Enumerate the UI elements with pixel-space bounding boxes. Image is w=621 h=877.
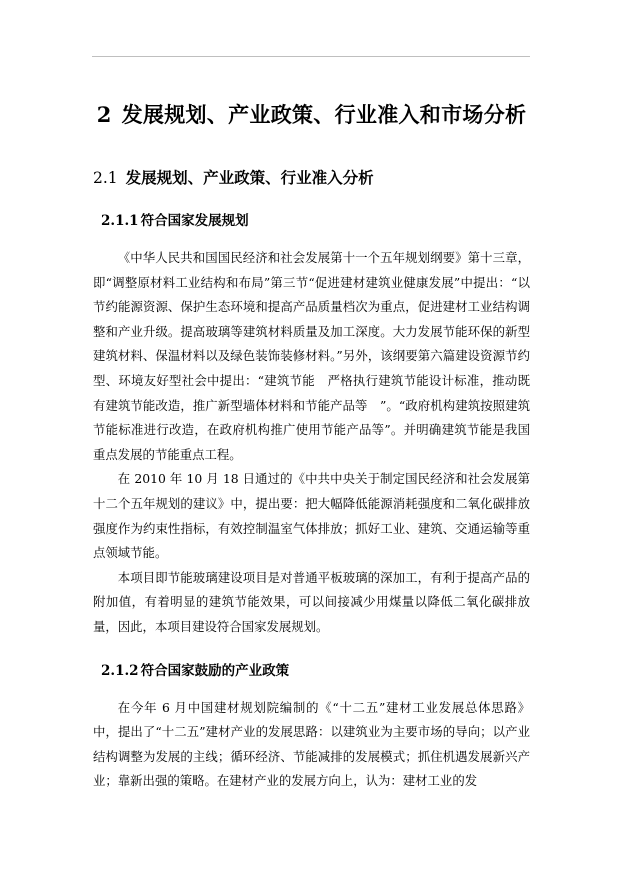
subsection-number: 2.1.2 xyxy=(101,662,139,679)
subsection-title xyxy=(101,210,530,232)
document-body xyxy=(93,96,530,794)
subsection-title xyxy=(101,660,530,682)
paragraph: 在今年 6 月中国建材规划院编制的《“十二五”建材工业发展总体思路》中，提出了“十二五”建材产业的发展思路：以建筑业为主要市场的导向；以产业结构调整为发展的主线；循环经济、节能减排的发展模式；抓住机遇发展新兴产业；靠新出强的策略。在建材产业的发展方向上，认为：建材工业的发 xyxy=(93,699,530,789)
paragraph: 《中华人民共和国国民经济和社会发展第十一个五年规划纲要》第十三章，即“调整原材料工业结构和布局”第三节“促进建材建筑业健康发展”中提出：“以节约能源资源、保护生态环境和提高产品质量档次为重点，促进建材工业结构调整和产业升级。提高玻璃等建筑材料质量及加工深度。大力发展节能环保的新型建筑材料、保温材料以及绿色装饰装修材料。”另外，该纲要第六篇建设资源节约型、环境友好型社会中提出：“建筑节能 严格执行建筑节能设计标准，推动既有建筑节能改造，推广新型墙体材料和节能产品等 ”。“政府机构建筑按照建筑节能标准进行改造，在政府机构推广使用节能产品等”。并明确建筑节能是我国重点发展的节能重点工程。 xyxy=(93,250,531,462)
paragraph: 在 2010 年 10 月 18 日通过的《中共中央关于制定国民经济和社会发展第十二个五年规划的建议》中，提出要：把大幅降低能源消耗强度和二氧化碳排放强度作为约束性指标，有效控制温室气体排放；抓好工业、建筑、交通运输等重点领域节能。 xyxy=(93,471,530,561)
chapter-title-text: 发展规划、产业政策、行业准入和市场分析 xyxy=(121,102,527,127)
chapter-number: 2 xyxy=(96,102,112,127)
section-number: 2.1 xyxy=(93,169,118,187)
subsection-title-text: 符合国家鼓励的产业政策 xyxy=(140,662,290,679)
header-rule xyxy=(92,56,530,57)
paragraph: 本项目即节能玻璃建设项目是对普通平板玻璃的深加工，有利于提高产品的附加值，有着明显的建筑节能效果，可以间接减少用煤量以降低二氧化碳排放量，因此，本项目建设符合国家发展规划。 xyxy=(93,569,530,634)
subsection-number: 2.1.1 xyxy=(101,213,139,229)
section-title xyxy=(93,166,530,190)
chapter-title xyxy=(93,96,530,134)
subsection-title-text: 符合国家发展规划 xyxy=(140,213,249,229)
section-title-text: 发展规划、产业政策、行业准入分析 xyxy=(125,168,374,187)
